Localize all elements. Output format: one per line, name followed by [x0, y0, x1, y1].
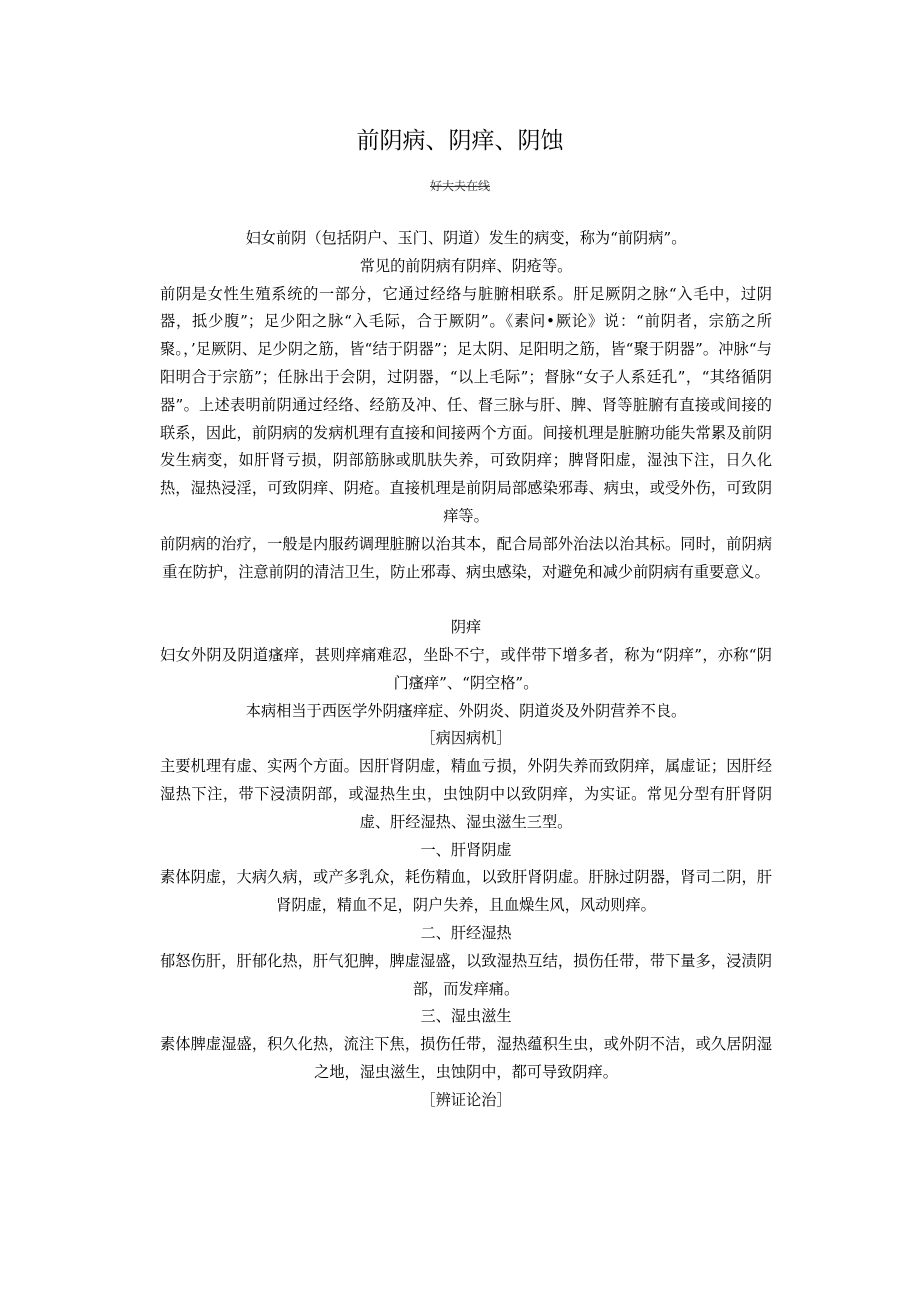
intro-paragraph: 常见的前阴病有阴痒、阴疮等。: [359, 256, 573, 275]
type-paragraph: 素体阴虚，大病久病，或产多乳众，耗伤精血，以致肝肾阴虚。肝脉过阴器，肾司二阴，肝肾阴虚，精血不足，阴户失养，且血燥生风，风动则痒。: [160, 868, 772, 915]
type-heading: 一、肝肾阴虚: [420, 840, 512, 859]
type-heading: 三、湿虫滋生: [420, 1007, 512, 1026]
type-paragraph: 郁怒伤肝，肝郁化热，肝气犯脾，脾虚湿盛，以致湿热互结，损伤任带，带下量多，浸渍阴部，而发痒痛。: [160, 951, 772, 998]
source-watermark: 好大夫在线: [429, 179, 490, 193]
intro-paragraph: 前阴是女性生殖系统的一部分，它通过经络与脏腑相联系。肝足厥阴之脉“入毛中，过阴器，抵少腹”；足少阳之脉“入毛际，合于厥阴”。《素问•厥论》说：“前阴者，宗筋之所聚。，’足厥阴、足少阴之筋，皆“结于阴器”；足太阴、足阳明之筋，皆“聚于阴器”。冲脉“与阳明合于宗筋”；任脉出于会阴，过阴器，“以上毛际”；督脉“女子人系廷孔”，“其络循阴器”。上述表明前阴通过经络、经筋及冲、任、督三脉与肝、脾、肾等脏腑有直接或间接的联系，因此，前阴病的发病机理有直接和间接两个方面。间接机理是脏腑功能失常累及前阴发生病变，如肝肾亏损，阴部筋脉或肌肤失养，可致阴痒；脾肾阳虚，湿浊下注，日久化热，湿热浸淫，可致阴痒、阴疮。直接机理是前阴局部感染邪毒、病虫，或受外伤，可致阴痒等。: [160, 284, 772, 525]
section-heading: 阴痒: [450, 618, 482, 637]
document-title: 前阴病、阴痒、阴蚀: [356, 128, 564, 154]
intro-paragraph: 妇女前阴（包括阴户、玉门、阴道）发生的病变，称为“前阴病”。: [245, 229, 687, 247]
equivalent-paragraph: 本病相当于西医学外阴瘙痒症、外阴炎、阴道炎及外阴营养不良。: [245, 701, 687, 720]
definition-paragraph: 妇女外阴及阴道瘙痒，甚则痒痛难忍，坐卧不宁，或伴带下增多者，称为“阴痒”，亦称“阴门瘙痒”、“阴空格”。: [160, 645, 772, 692]
intro-paragraph: 前阴病的治疗，一般是内服药调理脏腑以治其本，配合局部外治法以治其标。同时，前阴病重在防护，注意前阴的清洁卫生，防止邪毒、病虫感染，对避免和减少前阴病有重要意义。: [160, 534, 772, 581]
type-paragraph: 素体脾虚湿盛，积久化热，流注下焦，损伤任带，湿热蕴积生虫，或外阴不洁，或久居阴湿之地，湿虫滋生，虫蚀阴中，都可导致阴痒。: [160, 1035, 772, 1081]
etiology-paragraph: 主要机理有虚、实两个方面。因肝肾阴虚，精血亏损，外阴失养而致阴痒，属虚证；因肝经湿热下注，带下浸渍阴部，或湿热生虫，虫蚀阴中以致阴痒，为实证。常见分型有肝肾阴虚、肝经湿热、湿虫滋生三型。: [160, 757, 772, 831]
document-body: [160, 225, 772, 1115]
type-heading: 二、肝经湿热: [420, 923, 512, 942]
etiology-heading: ［病因病机］: [420, 729, 512, 748]
spacer: [160, 586, 772, 614]
treatment-heading: ［辨证论治］: [420, 1090, 512, 1109]
